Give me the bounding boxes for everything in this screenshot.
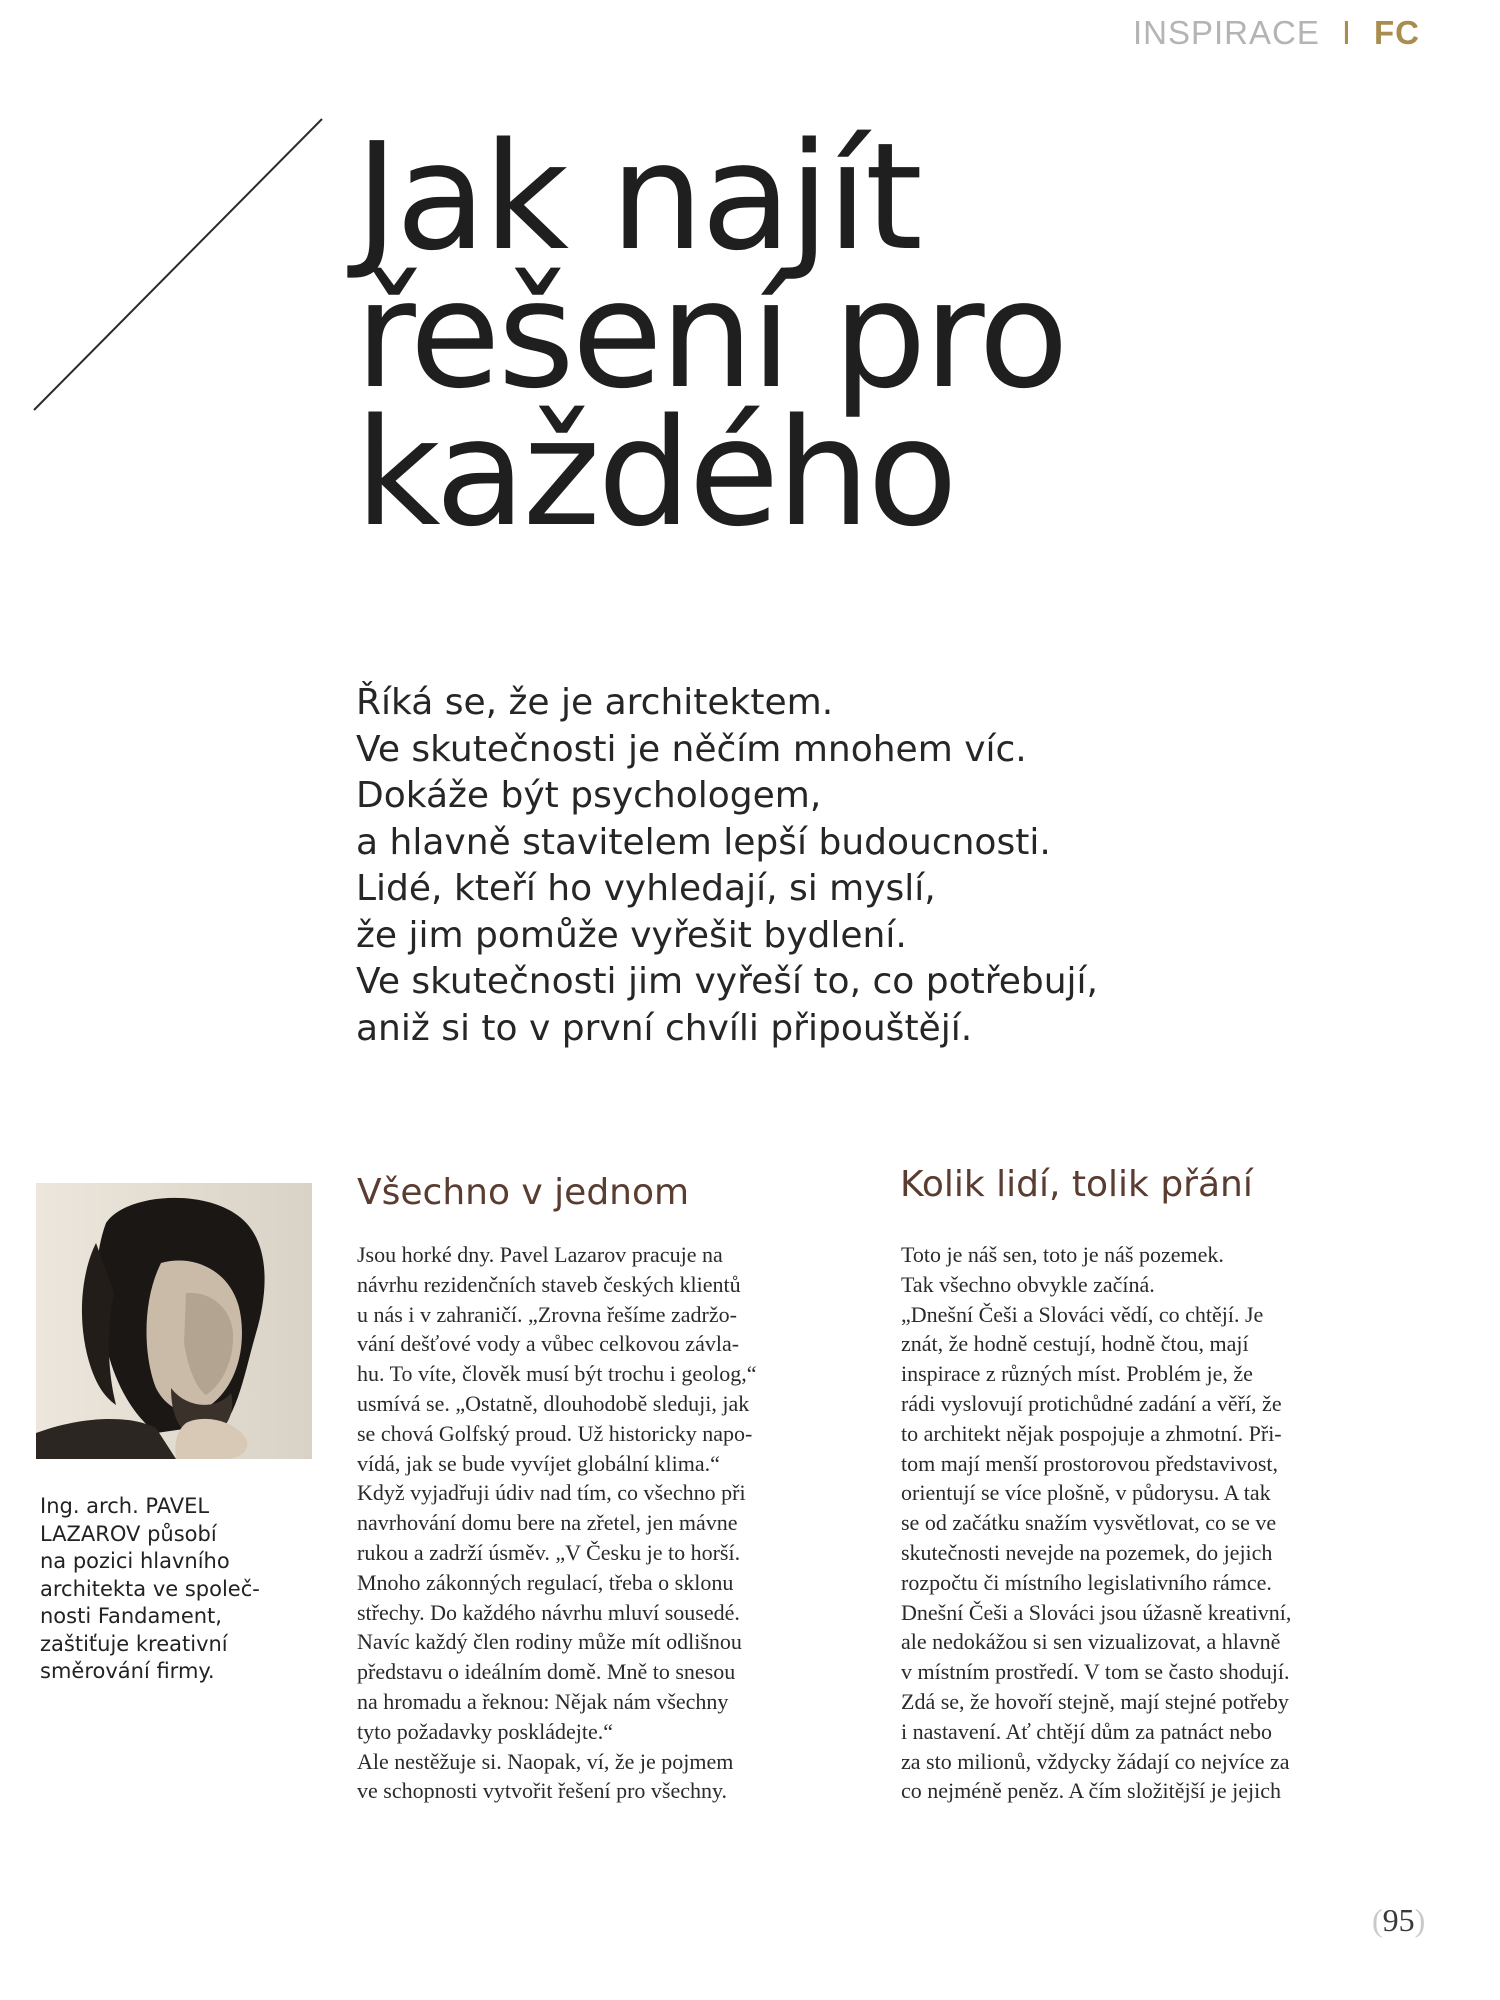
body-line: Jsou horké dny. Pavel Lazarov pracuje na bbox=[357, 1242, 723, 1267]
caption-line: nosti Fandament, bbox=[40, 1604, 222, 1628]
headline-line: Jak najít bbox=[355, 111, 920, 283]
headline bbox=[355, 111, 1415, 559]
body-line: za sto milionů, vždycky žádají co nejvíce za bbox=[901, 1748, 1290, 1774]
page-number-open-bracket: ( bbox=[1372, 1902, 1383, 1938]
column1-body bbox=[357, 1240, 757, 1806]
body-line: znát, že hodně cestují, hodně čtou, mají bbox=[901, 1331, 1249, 1357]
lead-line: Lidé, kteří ho vyhledají, si myslí, bbox=[356, 868, 936, 909]
lead-line: aniž si to v první chvíli připouštějí. bbox=[356, 1007, 973, 1049]
column2-body bbox=[901, 1240, 1291, 1806]
body-line: ve schopnosti vytvořit řešení pro všechny. bbox=[357, 1778, 728, 1804]
headline-line: každého bbox=[355, 387, 955, 559]
body-line: na hromadu a řeknou: Nějak nám všechny bbox=[357, 1688, 729, 1714]
body-line: tom mají menší prostorovou představivost, bbox=[901, 1450, 1279, 1476]
lead-line: Dokáže být psychologem, bbox=[356, 775, 822, 816]
column1-heading: Všechno v jednom bbox=[357, 1172, 690, 1213]
body-line: usmívá se. „Ostatně, dlouhodobě sleduji, jak bbox=[357, 1390, 750, 1416]
body-line: u nás i v zahraničí. „Zrovna řešíme zadržo- bbox=[357, 1301, 737, 1327]
diagonal-line-decoration bbox=[30, 115, 330, 415]
body-line: Dnešní Češi a Slováci jsou úžasně kreativní, bbox=[901, 1599, 1292, 1625]
lead-line: a hlavně stavitelem lepší budoucnosti. bbox=[356, 821, 1051, 863]
body-line: ale nedokážou si sen vizualizovat, a hlavně bbox=[901, 1629, 1281, 1655]
body-line: rukou a zadrží úsměv. „V Česku je to horší. bbox=[357, 1539, 741, 1565]
body-line: Toto je náš sen, toto je náš pozemek. bbox=[901, 1242, 1224, 1267]
body-line: i nastavení. Ať chtějí dům za patnáct nebo bbox=[901, 1718, 1273, 1744]
caption-line: zaštiťuje kreativní bbox=[40, 1631, 228, 1656]
body-line: vídá, jak se bude vyvíjet globální klima.“ bbox=[357, 1450, 720, 1476]
body-line: inspirace z různých míst. Problém je, že bbox=[901, 1361, 1253, 1387]
body-line: skutečnosti nevejde na pozemek, do jejich bbox=[901, 1539, 1273, 1565]
body-line: Navíc každý člen rodiny může mít odlišnou bbox=[357, 1629, 742, 1655]
body-line: Když vyjadřuji údiv nad tím, co všechno při bbox=[357, 1480, 746, 1506]
body-line: hu. To víte, člověk musí být trochu i geolog,“ bbox=[357, 1361, 757, 1387]
section-label bbox=[1133, 14, 1420, 52]
lead-line: Ve skutečnosti je něčím mnohem víc. bbox=[356, 728, 1027, 770]
page-number bbox=[1372, 1902, 1425, 1939]
body-line: navrhování domu bere na zřetel, jen mávne bbox=[357, 1510, 738, 1536]
body-line: v místním prostředí. V tom se často shodují. bbox=[901, 1659, 1290, 1685]
caption-line: na pozici hlavního bbox=[40, 1549, 230, 1573]
magazine-code: FC bbox=[1374, 14, 1420, 51]
body-line: Ale nestěžuje si. Naopak, ví, že je pojmem bbox=[357, 1748, 734, 1774]
body-line: představu o ideálním domě. Mně to snesou bbox=[357, 1659, 736, 1685]
caption-line: LAZAROV působí bbox=[40, 1521, 217, 1546]
headline-line: řešení pro bbox=[355, 249, 1066, 421]
page-number-value: 95 bbox=[1382, 1902, 1415, 1938]
body-line: rozpočtu či místního legislativního rámce. bbox=[901, 1569, 1272, 1595]
section-separator: I bbox=[1341, 14, 1352, 51]
body-line: vání dešťové vody a vůbec celkovou závla- bbox=[357, 1331, 740, 1357]
photo-caption bbox=[40, 1493, 300, 1686]
body-line: Mnoho zákonných regulací, třeba o sklonu bbox=[357, 1569, 734, 1595]
lead-paragraph bbox=[356, 680, 1456, 1052]
column2-heading: Kolik lidí, tolik přání bbox=[900, 1164, 1253, 1205]
body-line: tyto požadavky poskládejte.“ bbox=[357, 1718, 613, 1744]
portrait-photo bbox=[36, 1183, 312, 1459]
body-line: střechy. Do každého návrhu mluví sousedé. bbox=[357, 1599, 740, 1625]
body-line: orientují se více plošně, v půdorysu. A tak bbox=[901, 1480, 1271, 1506]
body-line: návrhu rezidenčních staveb českých klientů bbox=[357, 1271, 741, 1297]
body-line: co nejméně peněz. A čím složitější je jejich bbox=[901, 1778, 1281, 1804]
body-line: rádi vyslovují protichůdné zadání a věří, že bbox=[901, 1390, 1282, 1416]
lead-line: Ve skutečnosti jim vyřeší to, co potřebují, bbox=[356, 961, 1098, 1002]
page-number-close-bracket: ) bbox=[1414, 1902, 1426, 1938]
body-line: Tak všechno obvykle začíná. bbox=[901, 1271, 1155, 1297]
caption-line: Ing. arch. PAVEL bbox=[40, 1494, 210, 1518]
body-line: „Dnešní Češi a Slováci vědí, co chtějí. Je bbox=[901, 1301, 1264, 1327]
section-name: INSPIRACE bbox=[1132, 14, 1320, 51]
caption-line: směrování firmy. bbox=[40, 1659, 215, 1683]
lead-line: Říká se, že je architektem. bbox=[356, 682, 834, 723]
caption-line: architekta ve společ- bbox=[40, 1576, 260, 1601]
body-line: Zdá se, že hovoří stejně, mají stejné potřeby bbox=[901, 1688, 1289, 1714]
lead-line: že jim pomůže vyřešit bydlení. bbox=[356, 914, 907, 956]
body-line: se od začátku snažím vysvětlovat, co se ve bbox=[901, 1510, 1277, 1536]
body-line: to architekt nějak pospojuje a zhmotní. Při- bbox=[901, 1420, 1282, 1446]
body-line: se chová Golfský proud. Už historicky napo- bbox=[357, 1420, 753, 1446]
